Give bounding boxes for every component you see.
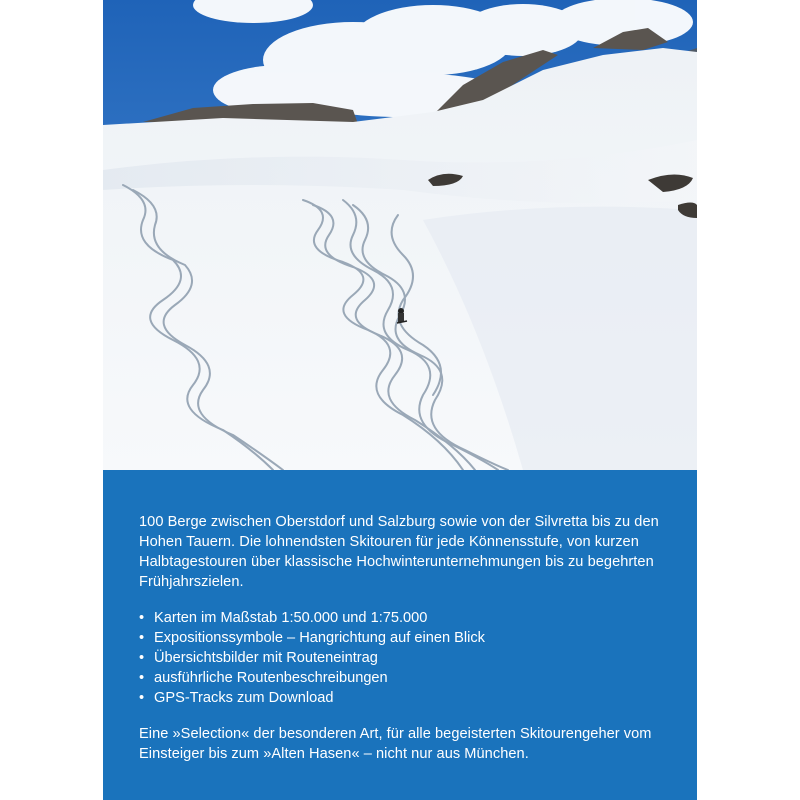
feature-list [139,608,683,708]
bullet-icon: • [139,690,145,706]
feature-text: Expositionssymbole – Hangrichtung auf einen Blick [154,630,485,646]
feature-text: Übersichtsbilder mit Routeneintrag [154,650,378,666]
feature-item [139,608,683,628]
feature-text: Karten im Maßstab 1:50.000 und 1:75.000 [154,610,428,626]
intro-paragraph: 100 Berge zwischen Oberstdorf und Salzburg sowie von der Silvretta bis zu den Hohen Tauern. Die lohnendsten Skitouren für jede Könnensstufe, von kurzen Halbtagestouren über klassische Hochwinterunternehmungen bis zu begehrten Frühjahrszielen. [139,514,659,590]
book-back-cover [103,0,697,800]
cover-photo-ski-tracks [103,0,697,470]
bullet-icon: • [139,630,145,646]
feature-item [139,628,683,648]
feature-item [139,648,683,668]
snowy-mountain-illustration [103,0,697,470]
feature-item [139,688,683,708]
feature-text: GPS-Tracks zum Download [154,690,334,706]
bullet-icon: • [139,650,145,666]
bullet-icon: • [139,670,145,686]
closing-paragraph: Eine »Selection« der besonderen Art, für alle begeisterten Skitourengeher vom Einsteiger bis zum »Alten Hasen« – nicht nur aus München. [139,726,652,762]
feature-item [139,668,683,688]
description-panel [103,470,697,800]
bullet-icon: • [139,610,145,626]
feature-text: ausführliche Routenbeschreibungen [154,670,388,686]
